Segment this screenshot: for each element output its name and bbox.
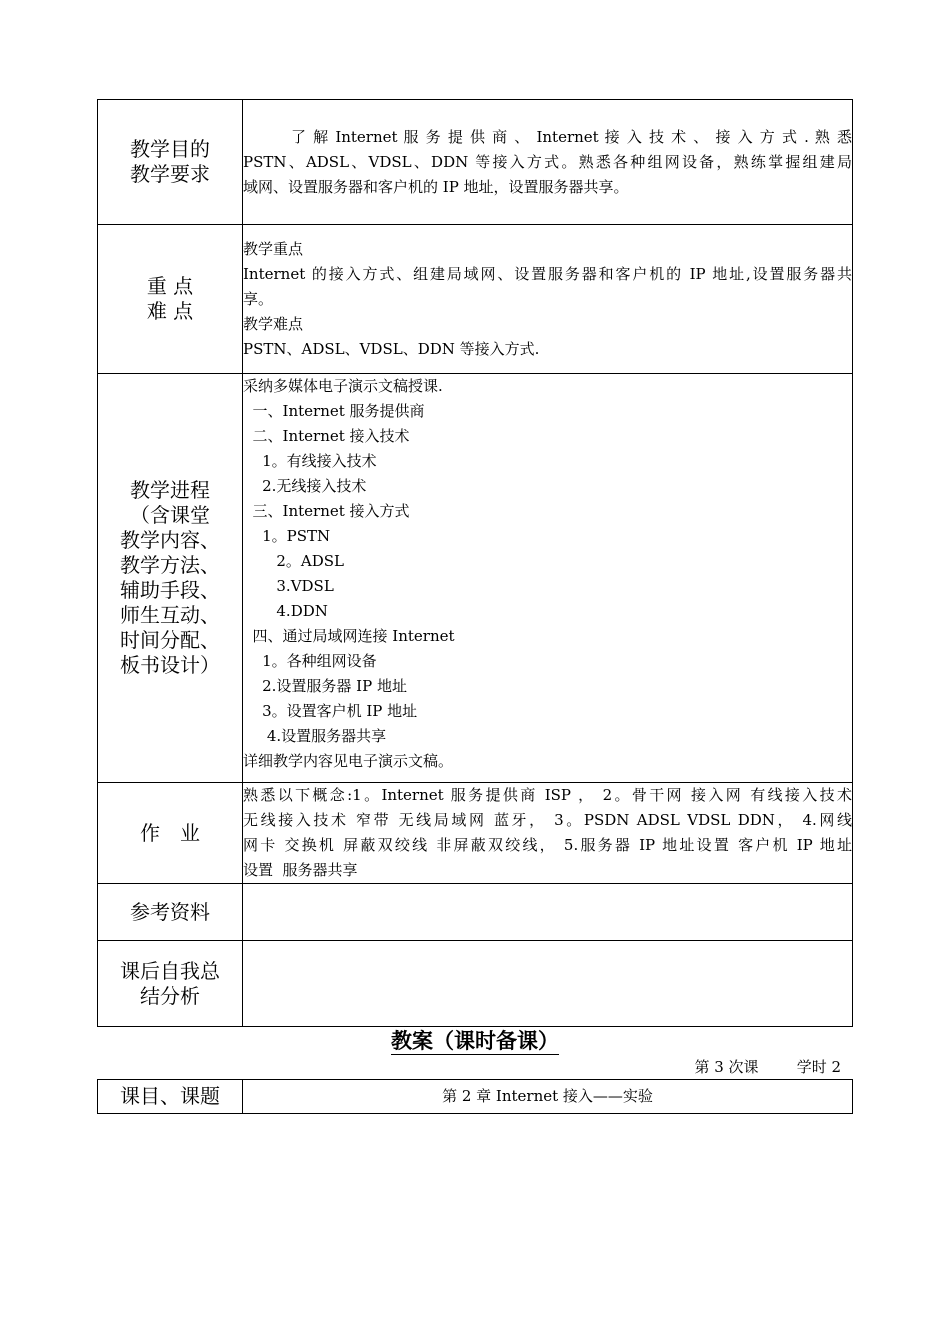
- label-line: 重 点: [146, 274, 194, 298]
- lesson-number: 第 3 次课: [694, 1058, 759, 1076]
- process-line: 2.无线接入技术: [243, 477, 367, 495]
- process-line: 3。设置客户机 IP 地址: [243, 702, 418, 720]
- key-points-line: 享。: [243, 289, 274, 308]
- references-label: [98, 884, 243, 941]
- process-line: 一、Internet 服务提供商: [243, 402, 425, 420]
- homework-label: [98, 783, 243, 884]
- label-line: 参考资料: [130, 899, 210, 924]
- homework-line: 设置 服务器共享: [243, 861, 358, 879]
- key-points-line: 教学难点: [243, 314, 304, 333]
- lesson-plan-title: 教案（课时备课）: [391, 1028, 559, 1053]
- label-line: 教学方法、: [120, 553, 220, 577]
- subject-table: [97, 1079, 853, 1114]
- process-line: 1。各种组网设备: [243, 652, 377, 670]
- label-line: 板书设计）: [120, 653, 220, 677]
- lesson-plan-table: [97, 99, 853, 1027]
- label-line: 时间分配、: [120, 628, 220, 652]
- key-points-label: [98, 225, 243, 374]
- process-line: 四、通过局域网连接 Internet: [243, 627, 455, 645]
- reflection-row: [98, 941, 853, 1027]
- subject-label: 课目、课题: [98, 1080, 243, 1114]
- label-line: 师生互动、: [120, 603, 220, 627]
- key-points-row: [98, 225, 853, 374]
- process-content: [243, 374, 853, 783]
- key-points-line: Internet 的接入方式、组建局域网、设置服务器和客户机的 IP 地址,设置服务器共: [243, 264, 852, 283]
- objectives-line: 了 解 Internet 服 务 提 供 商 、 Internet 接 入 技 术 、 接 入 方 式 . 熟 悉: [291, 127, 852, 146]
- objectives-content: [243, 100, 853, 225]
- process-line: 4.设置服务器共享: [243, 727, 387, 745]
- key-points-line: PSTN、ADSL、VDSL、DDN 等接入方式.: [243, 339, 540, 358]
- lesson-hours: 学时 2: [796, 1058, 841, 1076]
- process-line: 1。有线接入技术: [243, 452, 377, 470]
- lesson-plan-heading: [0, 1027, 950, 1055]
- homework-line: 无线接入技术 窄带 无线局域网 蓝牙， 3。PSDN ADSL VDSL DDN， 4.网线: [243, 811, 852, 829]
- homework-row: [98, 783, 853, 884]
- process-line: 2.设置服务器 IP 地址: [243, 677, 407, 695]
- process-row: [98, 374, 853, 783]
- references-row: [98, 884, 853, 941]
- label-line: 难 点: [146, 299, 194, 323]
- label-line: 教学进程: [130, 478, 210, 502]
- subject-row: [98, 1080, 853, 1114]
- homework-line: 网卡 交换机 屏蔽双绞线 非屏蔽双绞线， 5.服务器 IP 地址设置 客户机 IP 地址: [243, 836, 852, 854]
- key-points-line: 教学重点: [243, 239, 304, 258]
- objectives-row: [98, 100, 853, 225]
- label-line: 辅助手段、: [120, 578, 220, 602]
- homework-line: 熟悉以下概念:1。Internet 服务提供商 ISP ， 2。骨干网 接入网 有线接入技术: [243, 786, 852, 804]
- label-line: 课后自我总: [120, 958, 220, 983]
- objectives-line: 域网、设置服务器和客户机的 IP 地址，设置服务器共享。: [243, 177, 629, 196]
- key-points-content: [243, 225, 853, 374]
- subject-value: 第 2 章 Internet 接入——实验: [243, 1080, 853, 1114]
- process-line: 采纳多媒体电子演示文稿授课.: [243, 377, 443, 395]
- homework-content: [243, 783, 853, 884]
- process-line: 3.VDSL: [243, 577, 334, 595]
- label-line: 教学要求: [130, 162, 210, 186]
- reflection-content: [243, 941, 853, 1027]
- objectives-label: [98, 100, 243, 225]
- process-line: 二、Internet 接入技术: [243, 427, 410, 445]
- lesson-meta: [694, 1055, 841, 1079]
- process-line: 2。ADSL: [243, 552, 345, 570]
- objectives-line: PSTN、ADSL、VDSL、DDN 等接入方式。熟悉各种组网设备，熟练掌握组建局: [243, 152, 852, 171]
- label-line: 作 业: [140, 820, 200, 845]
- reflection-label: [98, 941, 243, 1027]
- process-line: 三、Internet 接入方式: [243, 502, 410, 520]
- process-line: 4.DDN: [243, 602, 328, 620]
- label-line: （含课堂: [130, 503, 210, 527]
- process-label: [98, 374, 243, 783]
- label-line: 教学内容、: [120, 528, 220, 552]
- process-line: 1。PSTN: [243, 527, 331, 545]
- process-line: 详细教学内容见电子演示文稿。: [243, 752, 454, 770]
- label-line: 教学目的: [130, 137, 210, 161]
- references-content: [243, 884, 853, 941]
- label-line: 结分析: [140, 983, 200, 1008]
